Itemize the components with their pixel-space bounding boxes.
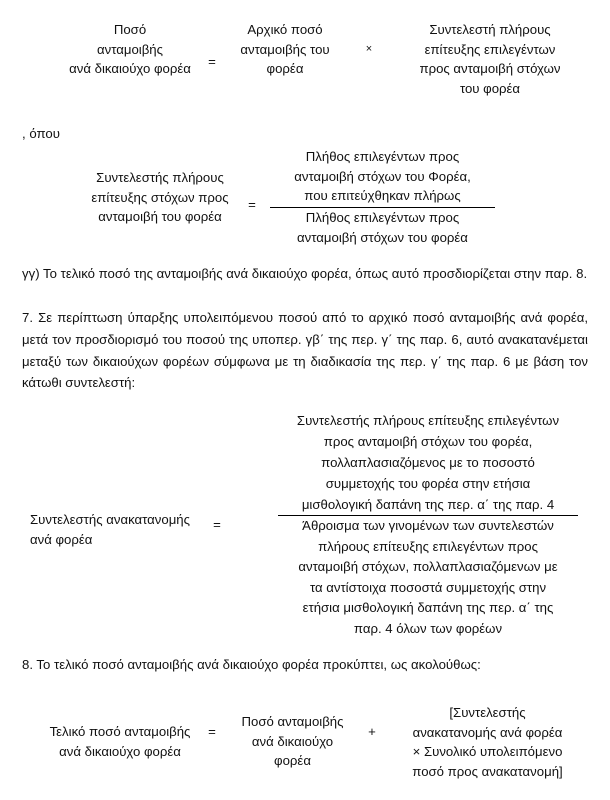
paragraph-7: 7. Σε περίπτωση ύπαρξης υπολειπόμενου ποσού από το αρχικό ποσό ανταμοιβής ανά φορέα, μετά τον προσδιορισμό του ποσού της υποπερ. γβ΄ της περ. γ΄ της παρ. 6, αυτό ανακατανέμεται μεταξύ των δικαιούχων φορέων σύμφωνα με τη διαδικασία της περ. γ΄ της παρ. 6 με βάση τον κάτωθι συντελεστή: [22,310,588,391]
formula1-equals: = [208,54,216,69]
paragraph-gg: γγ) Το τελικό ποσό της ανταμοιβής ανά δικαιούχο φορέα, όπως αυτό προσδιορίζεται στην παρ. 8. [22,266,588,281]
formula1-multiply: × [365,43,373,55]
paragraph-8: 8. Το τελικό ποσό ανταμοιβής ανά δικαιούχο φορέα προκύπτει, ως ακολούθως: [22,657,481,672]
formula4-plus: + [368,724,376,739]
formula2-equals: = [248,197,256,212]
formula1-lhs: Ποσό ανταμοιβής ανά δικαιούχο φορέα [69,22,191,76]
formula3-denominator: Άθροισμα των γινομένων των συντελεστών πλήρους επίτευξης επιλεγέντων προς ανταμοιβή στόχων, πολλαπλασιαζόμενων με τα αντίστοιχα ποσοστά συμμετοχής στην ετήσια μισθολογική δαπάνη της περ. α΄ της παρ. 4 όλων των φορέων [298,518,558,636]
where-label: , όπου [22,126,60,141]
formula4-lhs: Τελικό ποσό ανταμοιβής ανά δικαιούχο φορέα [49,724,191,759]
formula1-term1: Αρχικό ποσό ανταμοιβής του φορέα [240,22,330,76]
formula3-numerator: Συντελεστής πλήρους επίτευξης επιλεγέντων προς ανταμοιβή στόχων του φορέα, πολλαπλασιαζόμενος με το ποσοστό συμμετοχής του φορέα στην ετήσια μισθολογική δαπάνη της περ. α΄ της παρ. 4 [296,413,560,512]
formula2-denominator: Πλήθος επιλεγέντων προς ανταμοιβή στόχων του φορέα [297,210,468,245]
formula2-lhs: Συντελεστής πλήρους επίτευξης στόχων προς ανταμοιβή του φορέα [91,170,229,224]
formula4-term1: Ποσό ανταμοιβής ανά δικαιούχο φορέα [241,714,344,768]
formula3-lhs: Συντελεστής ανακατανομής ανά φορέα [30,512,190,547]
formula3-equals: = [213,517,221,532]
formula4-equals: = [208,724,216,739]
formula4-term2: [Συντελεστής ανακατανομής ανά φορέα × Συνολικό υπολειπόμενο ποσό προς ανακατανομή] [412,705,563,779]
formula2-numerator: Πλήθος επιλεγέντων προς ανταμοιβή στόχων του Φορέα, που επιτεύχθηκαν πλήρως [294,149,471,203]
formula1-term2: Συντελεστή πλήρους επίτευξης επιλεγέντων προς ανταμοιβή στόχων του φορέα [419,22,561,96]
